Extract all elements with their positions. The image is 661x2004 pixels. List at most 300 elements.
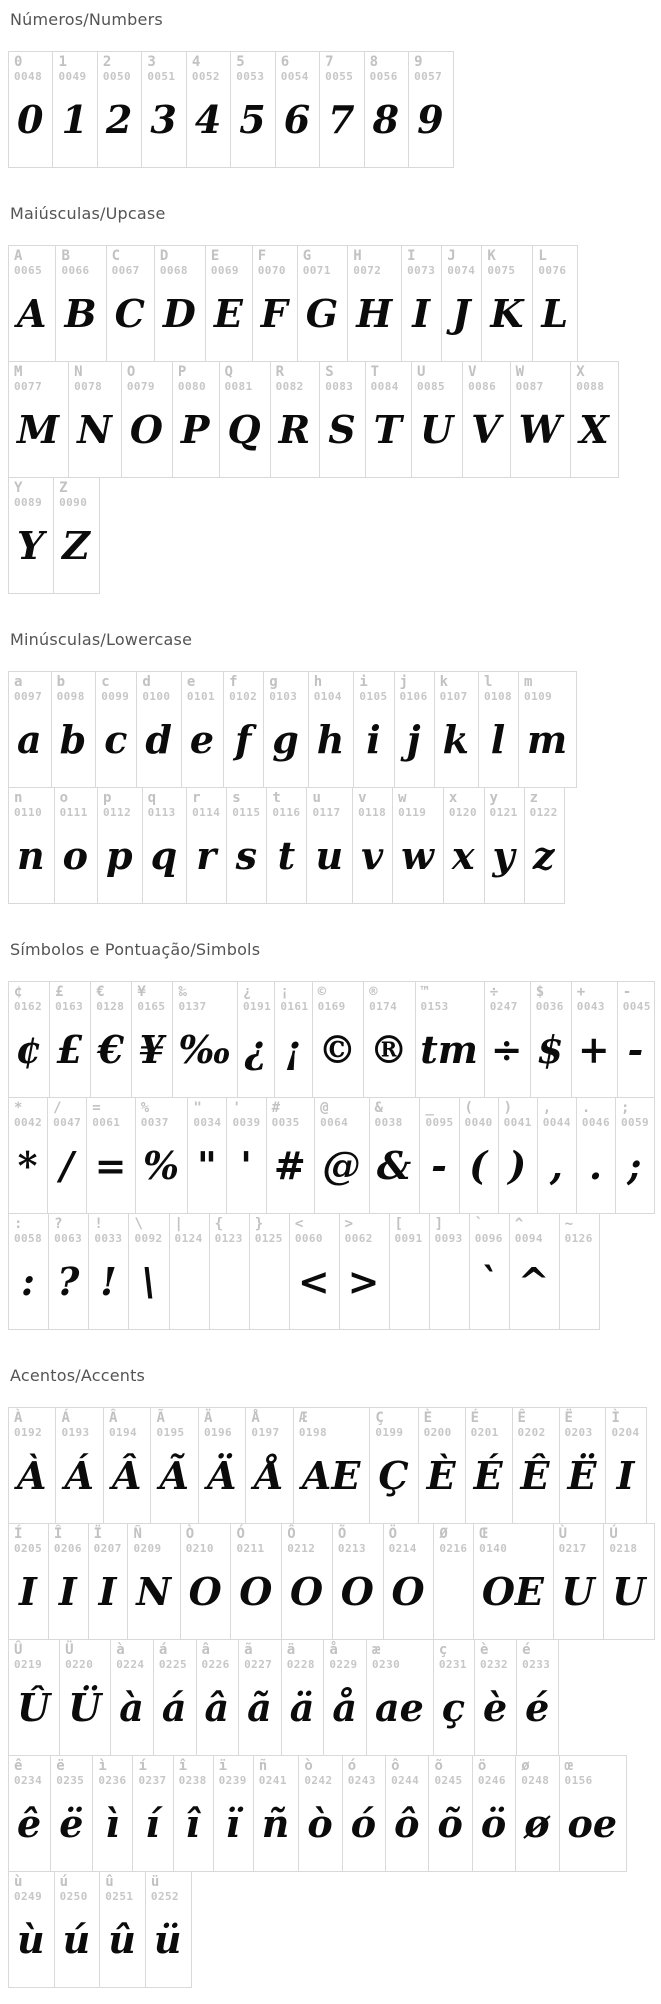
cell-character-label: ñ (258, 1758, 268, 1774)
cell-code-label: 0071 (302, 264, 331, 277)
cell-code-label: 0230 (372, 1658, 401, 1671)
glyph-cell (213, 1755, 254, 1872)
cell-code-label: 0169 (317, 1000, 346, 1013)
cell-character-label: X (576, 364, 585, 380)
cell-code-label: 0037 (140, 1116, 169, 1129)
cell-code-label: 0105 (359, 690, 388, 703)
glyph-preview: 5 (239, 97, 266, 142)
glyph-preview: I (616, 1453, 635, 1498)
glyph-preview (395, 1245, 423, 1325)
glyph-cell (97, 51, 142, 168)
cell-character-label: i (359, 674, 368, 690)
glyph-preview: 2 (105, 97, 133, 142)
cell-code-label: 0128 (96, 1000, 125, 1013)
glyph-preview: H (356, 291, 393, 336)
glyph-cell (8, 1755, 51, 1872)
cell-code-label: 0096 (474, 1232, 503, 1245)
glyph-preview: : (21, 1259, 36, 1304)
cell-code-label: 0245 (434, 1774, 463, 1787)
glyph-cell (95, 671, 137, 788)
cell-character-label: À (14, 1410, 23, 1426)
glyph-preview: u (315, 833, 344, 878)
glyph-row (8, 981, 655, 1098)
glyph-preview: tm (420, 1027, 479, 1072)
cell-code-label: 0113 (147, 806, 176, 819)
cell-code-label: 0229 (329, 1658, 358, 1671)
cell-character-label: ® (369, 984, 378, 1000)
cell-code-label: 0231 (438, 1658, 467, 1671)
cell-character-label: È (423, 1410, 433, 1426)
glyph-preview: ¿ (244, 1027, 267, 1072)
glyph-grid (8, 245, 655, 594)
glyph-cell (297, 245, 348, 362)
glyph-cell (617, 981, 655, 1098)
glyph-preview: / (59, 1143, 74, 1188)
glyph-cell (237, 981, 275, 1098)
cell-code-label: 0076 (538, 264, 567, 277)
glyph-cell (187, 1097, 227, 1214)
glyph-preview: x (451, 833, 475, 878)
glyph-cell (465, 1407, 513, 1524)
glyph-preview: ( (469, 1143, 488, 1188)
cell-code-label: 0112 (103, 806, 132, 819)
cell-code-label: 0162 (14, 1000, 43, 1013)
glyph-cell (474, 1639, 517, 1756)
glyph-cell (53, 477, 100, 594)
cell-character-label: V (468, 364, 477, 380)
glyph-cell (8, 1871, 55, 1988)
cell-character-label: 9 (414, 54, 423, 70)
cell-code-label: 0059 (620, 1116, 650, 1129)
cell-code-label: 0225 (158, 1658, 187, 1671)
cell-code-label: 0198 (298, 1426, 327, 1439)
cell-character-label: Ø (439, 1526, 448, 1542)
glyph-preview: @ (322, 1143, 361, 1188)
cell-code-label: 0034 (193, 1116, 222, 1129)
glyph-preview: á (161, 1685, 187, 1730)
glyph-preview: ö (480, 1801, 507, 1846)
cell-code-label: 0218 (609, 1542, 638, 1555)
glyph-preview: g (272, 717, 299, 762)
cell-code-label: 0140 (479, 1542, 508, 1555)
cell-character-label: f (229, 674, 238, 690)
glyph-cell (180, 1523, 232, 1640)
glyph-cell (153, 1639, 197, 1756)
cell-code-label: 0197 (251, 1426, 280, 1439)
glyph-preview: ì (105, 1801, 120, 1846)
glyph-preview (435, 1245, 463, 1325)
cell-code-label: 0226 (201, 1658, 230, 1671)
cell-code-label: 0199 (375, 1426, 404, 1439)
glyph-preview: M (17, 407, 60, 452)
glyph-cell (512, 1407, 560, 1524)
glyph-cell (369, 1097, 421, 1214)
glyph-preview: * (17, 1143, 38, 1188)
cell-code-label: 0070 (257, 264, 286, 277)
glyph-cell (366, 1639, 434, 1756)
cell-character-label: = (92, 1100, 101, 1116)
cell-code-label: 0077 (14, 380, 43, 393)
glyph-cell (559, 1755, 628, 1872)
cell-code-label: 0098 (56, 690, 85, 703)
glyph-cell (353, 671, 394, 788)
cell-code-label: 0052 (191, 70, 220, 83)
cell-code-label: 0224 (116, 1658, 145, 1671)
cell-character-label: e (186, 674, 196, 690)
cell-code-label: 0193 (61, 1426, 90, 1439)
cell-code-label: 0103 (269, 690, 298, 703)
section-accents (8, 1366, 655, 1988)
glyph-preview: ? (57, 1259, 80, 1304)
glyph-preview: ' (240, 1143, 252, 1188)
cell-code-label: 0124 (174, 1232, 203, 1245)
glyph-cell (253, 1755, 300, 1872)
glyph-cell (516, 1639, 559, 1756)
cell-character-label: ‰ (178, 984, 187, 1000)
cell-code-label: 0061 (92, 1116, 121, 1129)
cell-character-label: m (524, 674, 533, 690)
glyph-preview: 8 (372, 97, 400, 142)
cell-character-label: ï (218, 1758, 228, 1774)
glyph-preview: O (391, 1569, 425, 1614)
cell-character-label: J (447, 248, 456, 264)
glyph-preview: ¢ (15, 1027, 42, 1072)
cell-character-label: 8 (369, 54, 379, 70)
glyph-preview: b (59, 717, 87, 762)
cell-character-label: Ü (65, 1642, 74, 1658)
cell-character-label: ` (474, 1216, 484, 1232)
glyph-preview: ) (508, 1143, 527, 1188)
glyph-cell (319, 361, 365, 478)
cell-code-label: 0066 (61, 264, 90, 277)
glyph-cell (47, 1097, 87, 1214)
cell-character-label: , (542, 1100, 552, 1116)
cell-code-label: 0156 (564, 1774, 593, 1787)
glyph-preview: Â (111, 1453, 142, 1498)
glyph-preview: J (452, 291, 471, 336)
glyph-cell (363, 981, 415, 1098)
glyph-cell (498, 1097, 538, 1214)
glyph-preview: ò (307, 1801, 333, 1846)
glyph-cell (145, 1871, 192, 1988)
cell-character-label: O (126, 364, 136, 380)
cell-code-label: 0201 (470, 1426, 499, 1439)
cell-character-label: | (174, 1216, 183, 1232)
glyph-preview: I (98, 1569, 117, 1614)
cell-code-label: 0064 (320, 1116, 349, 1129)
cell-code-label: 0242 (304, 1774, 333, 1787)
cell-code-label: 0194 (108, 1426, 138, 1439)
cell-code-label: 0062 (344, 1232, 373, 1245)
cell-character-label: + (576, 984, 586, 1000)
cell-code-label: 0033 (94, 1232, 123, 1245)
section-title: Minúsculas/Lowercase (10, 630, 193, 649)
glyph-preview: ñ (261, 1801, 290, 1846)
cell-code-label: 0122 (529, 806, 558, 819)
cell-code-label: 0080 (177, 380, 207, 393)
glyph-cell (92, 1755, 133, 1872)
glyph-cell (537, 1097, 577, 1214)
glyph-cell (352, 787, 393, 904)
glyph-cell (121, 361, 173, 478)
cell-character-label: ú (59, 1874, 69, 1890)
cell-character-label: . (581, 1100, 591, 1116)
cell-code-label: 0233 (522, 1658, 551, 1671)
glyph-row (8, 1523, 655, 1640)
cell-code-label: 0088 (576, 380, 605, 393)
cell-character-label: g (269, 674, 278, 690)
glyph-preview: ‰ (178, 1027, 232, 1072)
glyph-cell (615, 1097, 655, 1214)
glyph-cell (181, 671, 224, 788)
cell-character-label: n (14, 790, 23, 806)
glyph-preview: € (97, 1027, 124, 1072)
glyph-preview: ^ (517, 1259, 550, 1304)
cell-code-label: 0234 (14, 1774, 43, 1787)
cell-code-label: 0202 (517, 1426, 546, 1439)
cell-code-label: 0069 (210, 264, 239, 277)
cell-character-label: Ù (558, 1526, 567, 1542)
cell-character-label: > (344, 1216, 354, 1232)
glyph-cell (570, 361, 618, 478)
glyph-row (8, 477, 655, 594)
glyph-grid (8, 1407, 655, 1988)
cell-character-label: ¢ (14, 984, 23, 1000)
cell-character-label: 3 (147, 54, 156, 70)
cell-code-label: 0095 (425, 1116, 454, 1129)
glyph-preview: ù (17, 1917, 45, 1962)
glyph-preview: ç (441, 1685, 465, 1730)
glyph-preview: £ (56, 1027, 83, 1072)
cell-character-label: t (272, 790, 281, 806)
glyph-preview: U (419, 407, 454, 452)
cell-code-label: 0207 (93, 1542, 122, 1555)
glyph-row (8, 361, 655, 478)
cell-character-label: Ñ (133, 1526, 142, 1542)
glyph-preview: ú (62, 1917, 91, 1962)
glyph-preview: Ä (206, 1453, 237, 1498)
cell-character-label: £ (55, 984, 64, 1000)
glyph-preview: ae (375, 1685, 424, 1730)
cell-code-label: 0044 (542, 1116, 571, 1129)
glyph-cell (408, 51, 453, 168)
glyph-preview: a (17, 717, 42, 762)
cell-character-label: _ (425, 1100, 434, 1116)
glyph-cell (88, 1523, 129, 1640)
glyph-preview: 1 (61, 97, 88, 142)
glyph-cell (429, 1213, 470, 1330)
glyph-cell (238, 1639, 282, 1756)
glyph-cell (298, 1755, 342, 1872)
cell-character-label: R (275, 364, 285, 380)
cell-character-label: q (147, 790, 157, 806)
cell-code-label: 0200 (423, 1426, 452, 1439)
glyph-cell (245, 1407, 293, 1524)
cell-character-label: ë (56, 1758, 65, 1774)
glyph-cell (365, 361, 412, 478)
glyph-cell (8, 245, 56, 362)
cell-character-label: õ (434, 1758, 443, 1774)
cell-character-label: ÷ (489, 984, 499, 1000)
cell-code-label: 0209 (133, 1542, 162, 1555)
glyph-cell (50, 1755, 93, 1872)
cell-character-label: 1 (58, 54, 67, 70)
cell-character-label: T (370, 364, 380, 380)
glyph-row (8, 1871, 655, 1988)
glyph-cell (226, 1097, 266, 1214)
glyph-preview: t (277, 833, 296, 878)
glyph-preview: À (17, 1453, 47, 1498)
cell-code-label: 0123 (214, 1232, 243, 1245)
glyph-preview: w (401, 833, 434, 878)
cell-character-label: ¡ (280, 984, 289, 1000)
glyph-preview: \ (141, 1259, 156, 1304)
cell-character-label: Å (251, 1410, 260, 1426)
cell-character-label: E (210, 248, 220, 264)
glyph-cell (97, 787, 143, 904)
cell-code-label: 0068 (159, 264, 188, 277)
glyph-preview: ä (289, 1685, 315, 1730)
glyph-preview: e (189, 717, 215, 762)
cell-code-label: 0035 (271, 1116, 300, 1129)
glyph-preview: î (185, 1801, 200, 1846)
glyph-preview: X (579, 407, 609, 452)
glyph-preview: V (471, 407, 501, 452)
glyph-preview: l (490, 717, 506, 762)
glyph-cell (275, 51, 320, 168)
glyph-cell (323, 1639, 367, 1756)
cell-character-label: K (487, 248, 496, 264)
cell-character-label: Û (14, 1642, 23, 1658)
cell-code-label: 0196 (203, 1426, 233, 1439)
glyph-cell (559, 1213, 600, 1330)
glyph-cell (198, 1407, 246, 1524)
glyph-preview: s (235, 833, 257, 878)
glyph-preview: ï (225, 1801, 240, 1846)
cell-character-label: î (178, 1758, 187, 1774)
glyph-cell (347, 245, 402, 362)
glyph-preview: ¡ (284, 1027, 302, 1072)
glyph-cell (462, 361, 510, 478)
cell-character-label: Ê (517, 1410, 526, 1426)
glyph-cell (484, 787, 525, 904)
cell-code-label: 0083 (325, 380, 354, 393)
glyph-preview: 3 (150, 97, 177, 142)
glyph-cell (342, 1755, 386, 1872)
glyph-preview: h (316, 717, 345, 762)
glyph-preview: © (318, 1027, 357, 1072)
cell-code-label: 0078 (74, 380, 103, 393)
glyph-preview: 7 (328, 97, 355, 142)
cell-code-label: 0111 (59, 806, 88, 819)
glyph-cell (524, 787, 565, 904)
glyph-preview: U (561, 1569, 595, 1614)
cell-code-label: 0087 (515, 380, 544, 393)
cell-code-label: 0093 (434, 1232, 463, 1245)
cell-code-label: 0057 (414, 70, 443, 83)
glyph-cell (473, 1523, 553, 1640)
glyph-preview: p (106, 833, 133, 878)
cell-code-label: 0121 (489, 806, 518, 819)
cell-character-label: G (302, 248, 312, 264)
glyph-cell (8, 477, 54, 594)
cell-character-label: { (214, 1216, 224, 1232)
cell-code-label: 0106 (399, 690, 428, 703)
cell-character-label: S (325, 364, 334, 380)
cell-character-label: ù (14, 1874, 23, 1890)
glyph-cell (266, 787, 307, 904)
cell-code-label: 0090 (59, 496, 88, 509)
glyph-cell (530, 981, 572, 1098)
section-title: Símbolos e Pontuação/Simbols (10, 940, 261, 959)
glyph-cell (110, 1639, 154, 1756)
glyph-cell (106, 245, 155, 362)
cell-character-label: 2 (102, 54, 112, 70)
cell-character-label: L (538, 248, 547, 264)
cell-character-label: # (271, 1100, 281, 1116)
glyph-preview: f (234, 717, 252, 762)
cell-code-label: 0241 (258, 1774, 287, 1787)
cell-character-label: l (483, 674, 493, 690)
glyph-cell (364, 51, 409, 168)
glyph-cell (8, 981, 50, 1098)
cell-code-label: 0227 (244, 1658, 273, 1671)
glyph-preview: % (143, 1143, 180, 1188)
cell-code-label: 0049 (58, 70, 87, 83)
glyph-cell (389, 1213, 430, 1330)
glyph-preview: v (361, 833, 384, 878)
glyph-cell (51, 671, 97, 788)
glyph-preview: ; (627, 1143, 642, 1188)
cell-code-label: 0228 (286, 1658, 315, 1671)
glyph-cell (510, 361, 572, 478)
glyph-cell (383, 1523, 435, 1640)
cell-code-label: 0210 (185, 1542, 214, 1555)
cell-character-label: ì (98, 1758, 107, 1774)
cell-character-label: ê (14, 1758, 23, 1774)
cell-code-label: 0212 (287, 1542, 316, 1555)
glyph-preview: & (376, 1143, 412, 1188)
glyph-cell (469, 1213, 510, 1330)
glyph-preview: Ü (68, 1685, 102, 1730)
glyph-cell (209, 1213, 250, 1330)
glyph-preview: 4 (194, 97, 222, 142)
glyph-preview: o (62, 833, 88, 878)
cell-code-label: 0085 (416, 380, 446, 393)
section-numbers (8, 10, 655, 168)
cell-character-label: Y (14, 480, 23, 496)
glyph-cell (8, 1639, 60, 1756)
cell-code-label: 0055 (325, 70, 354, 83)
glyph-cell (339, 1213, 390, 1330)
cell-character-label: [ (394, 1216, 403, 1232)
glyph-preview: - (431, 1143, 447, 1188)
glyph-preview: ë (59, 1801, 84, 1846)
cell-character-label: ü (150, 1874, 160, 1890)
glyph-preview: q (150, 833, 178, 878)
glyph-cell (603, 1523, 655, 1640)
cell-code-label: 0072 (353, 264, 382, 277)
cell-code-label: 0195 (156, 1426, 185, 1439)
glyph-cell (8, 51, 53, 168)
cell-character-label: 5 (236, 54, 245, 70)
cell-code-label: 0235 (56, 1774, 85, 1787)
glyph-preview: S (328, 407, 356, 452)
glyph-cell (8, 361, 69, 478)
cell-character-label: Ô (287, 1526, 296, 1542)
glyph-preview: O (239, 1569, 273, 1614)
glyph-cell (88, 1213, 129, 1330)
